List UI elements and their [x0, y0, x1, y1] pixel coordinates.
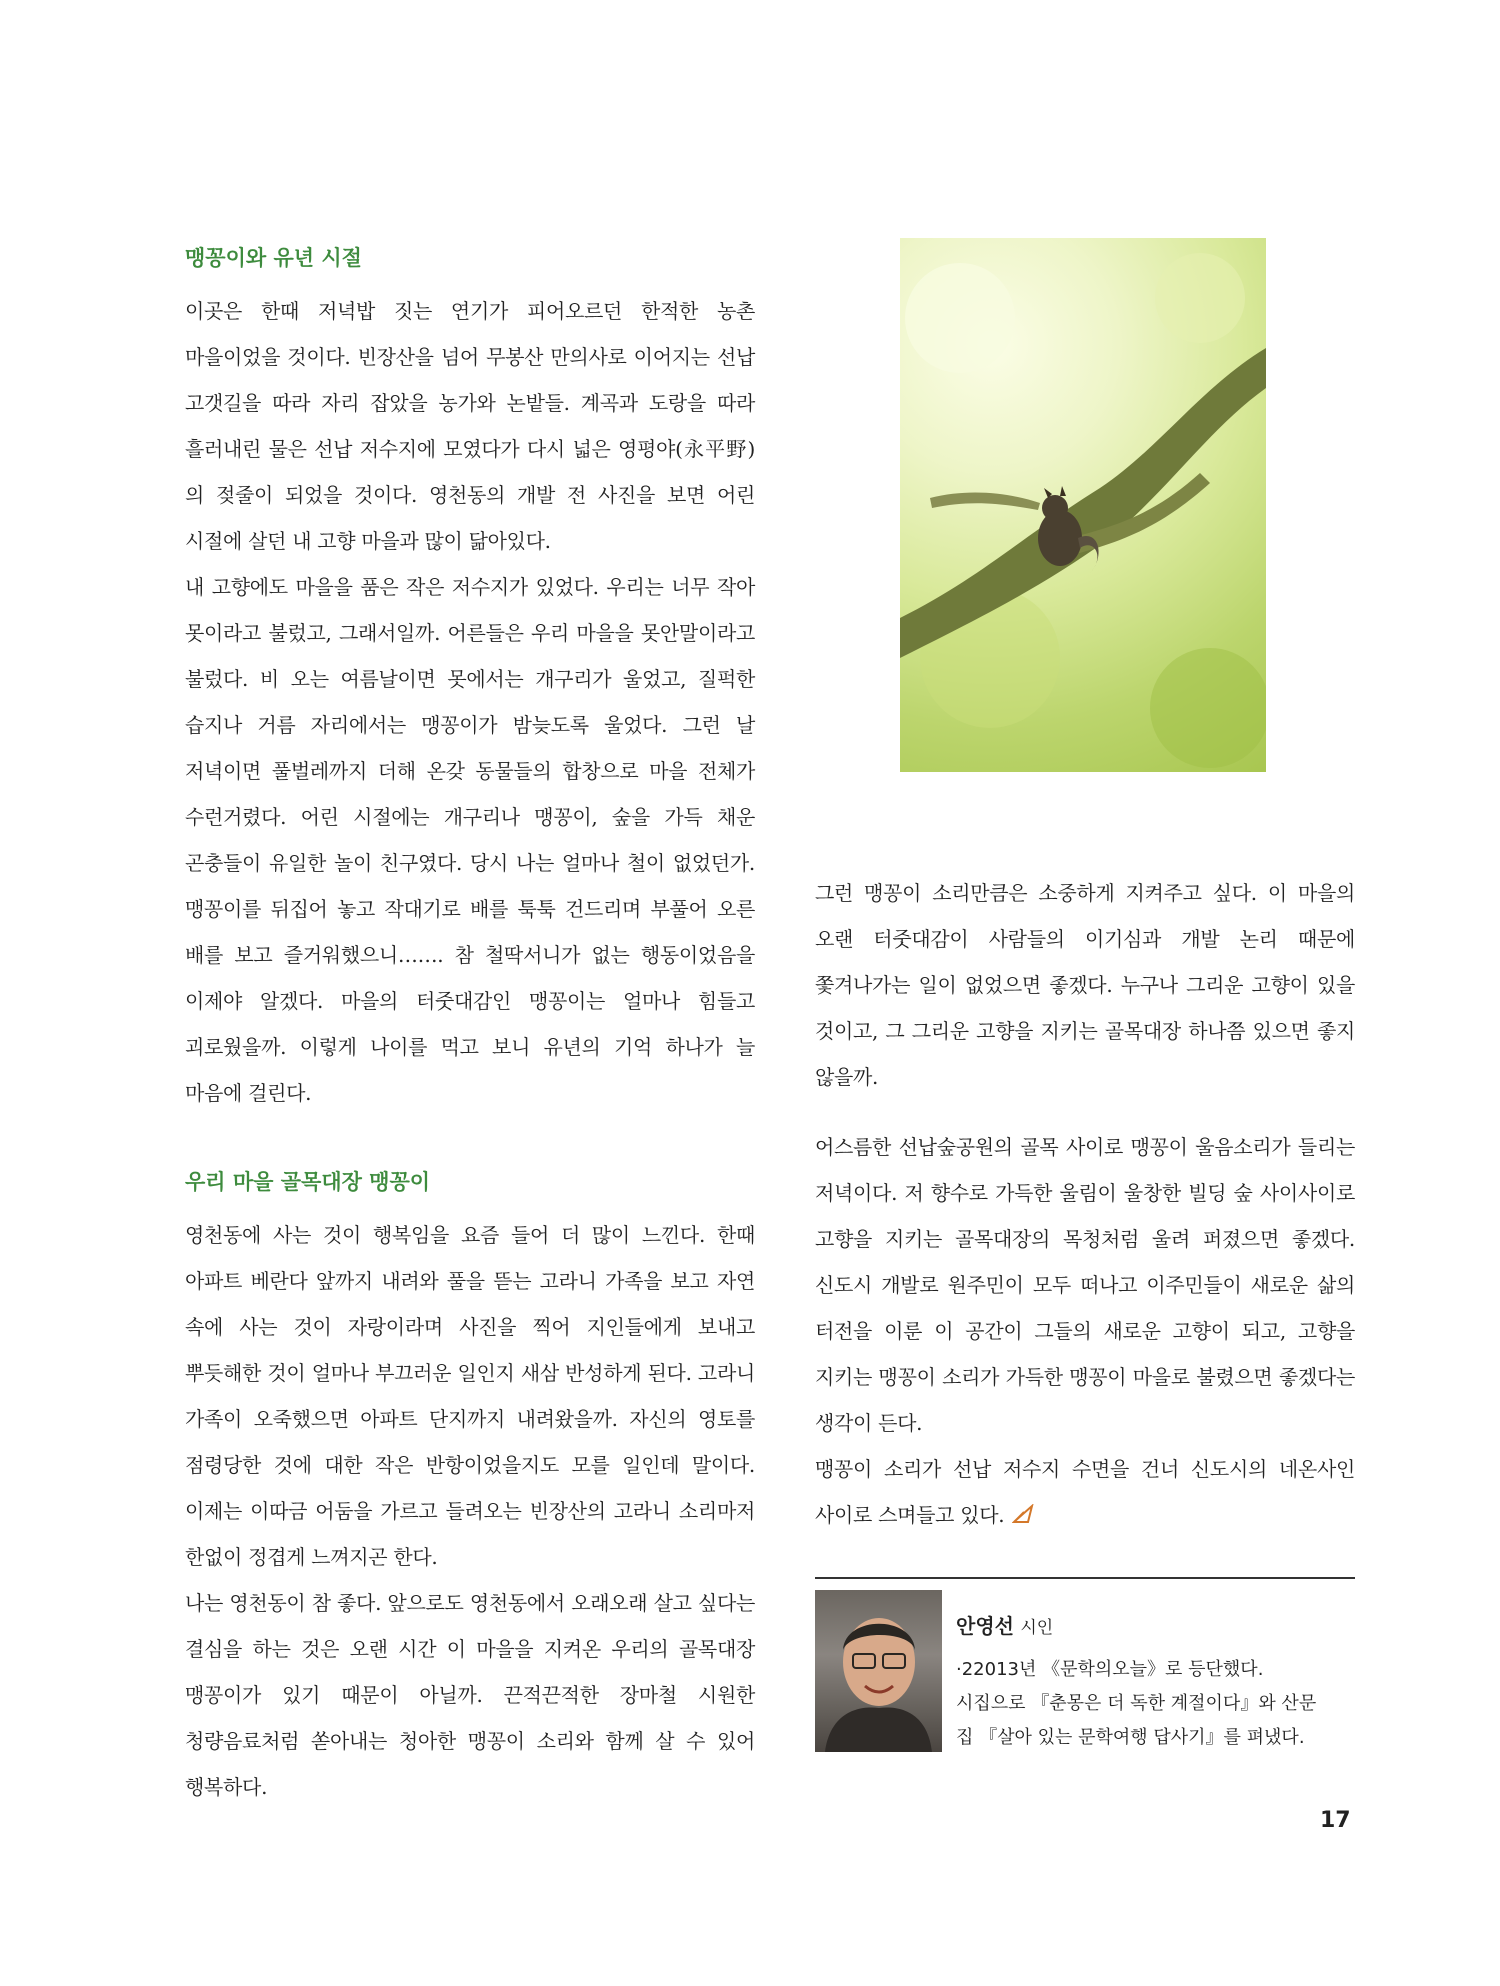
author-divider — [815, 1577, 1355, 1579]
author-role: 시인 — [1020, 1618, 1054, 1638]
leaf-end-mark-icon — [1012, 1494, 1034, 1540]
right-column-lower — [815, 1124, 1355, 1540]
closing-sentence: 맹꽁이 소리가 선납 저수지 수면을 건너 신도시의 네온사인 사이로 스며들고 있다. — [815, 1457, 1355, 1527]
left-column — [185, 238, 755, 1810]
section-heading-alley-chief: 우리 마을 골목대장 맹꽁이 — [185, 1170, 431, 1194]
page-number: 17 — [1320, 1808, 1351, 1833]
author-bio — [956, 1610, 1356, 1755]
author-name-line — [956, 1610, 1356, 1639]
paragraph: 이곳은 한때 저녁밥 짓는 연기가 피어오르던 한적한 농촌 마을이었을 것이다. 빈장산을 넘어 무봉산 만의사로 이어지는 선납 고갯길을 따라 자리 잡았을 농가와 논밭들. 계곡과 도랑을 따라 흘러내린 물은 선납 저수지에 모였다가 다시 넓은 영평야(永平野)의 젖줄이 되었을 것이다. 영천동의 개발 전 사진을 보면 어린 시절에 살던 내 고향 마을과 많이 닮아있다. — [185, 299, 755, 553]
author-name: 안영선 — [956, 1614, 1014, 1638]
squirrel-on-branch-illustration — [900, 238, 1266, 772]
paragraph: 영천동에 사는 것이 행복임을 요즘 들어 더 많이 느낀다. 한때 아파트 베란다 앞까지 내려와 풀을 뜯는 고라니 가족을 보고 자연 속에 사는 것이 자랑이라며 사진을 찍어 지인들에게 보내고 뿌듯해한 것이 얼마나 부끄러운 일인지 새삼 반성하게 된다. 고라니 가족이 오죽했으면 아파트 단지까지 내려왔을까. 자신의 영토를 점령당한 것에 대한 작은 반항이었을지도 모를 일인데 말이다. 이제는 이따금 어둠을 가르고 들려오는 빈장산의 고라니 소리마저 한없이 정겹게 느껴지곤 한다. — [185, 1223, 755, 1569]
section-heading-childhood: 맹꽁이와 유년 시절 — [185, 246, 362, 270]
bio-line: ·22013년 《문학의오늘》로 등단했다. — [956, 1659, 1264, 1680]
bio-line: 집 『살아 있는 문학여행 답사기』를 펴냈다. — [956, 1727, 1305, 1748]
author-portrait-icon — [815, 1590, 942, 1752]
author-photo — [815, 1590, 942, 1752]
paragraph — [815, 1446, 1355, 1540]
paragraph: 어스름한 선납숲공원의 골목 사이로 맹꽁이 울음소리가 들리는 저녁이다. 저 향수로 가득한 울림이 울창한 빌딩 숲 사이사이로 고향을 지키는 골목대장의 목청처럼 울려 퍼졌으면 좋겠다. 신도시 개발로 원주민이 모두 떠나고 이주민들이 새로운 삶의 터전을 이룬 이 공간이 그들의 새로운 고향이 되고, 고향을 지키는 맹꽁이 소리가 가득한 맹꽁이 마을로 불렸으면 좋겠다는 생각이 든다. — [815, 1135, 1355, 1435]
paragraph: 내 고향에도 마을을 품은 작은 저수지가 있었다. 우리는 너무 작아 못이라고 불렀고, 그래서일까. 어른들은 우리 마을을 못안말이라고 불렀다. 비 오는 여름날이면 못에서는 개구리가 울었고, 질퍽한 습지나 거름 자리에서는 맹꽁이가 밤늦도록 울었다. 그런 날 저녁이면 풀벌레까지 더해 온갖 동물들의 합창으로 마을 전체가 수런거렸다. 어린 시절에는 개구리나 맹꽁이, 숲을 가득 채운 곤충들이 유일한 놀이 친구였다. 당시 나는 얼마나 철이 없었던가. 맹꽁이를 뒤집어 놓고 작대기로 배를 툭툭 건드리며 부풀어 오른 배를 보고 즐거워했으니……. 참 철딱서니가 없는 행동이었음을 이제야 알겠다. 마을의 터줏대감인 맹꽁이는 얼마나 힘들고 괴로웠을까. 이렇게 나이를 먹고 보니 유년의 기억 하나가 늘 마음에 걸린다. — [185, 575, 755, 1105]
squirrel-photo — [900, 238, 1266, 772]
bio-line: 시집으로 『춘몽은 더 독한 계절이다』와 산문 — [956, 1693, 1317, 1714]
right-column-upper — [815, 870, 1355, 1100]
paragraph: 나는 영천동이 참 좋다. 앞으로도 영천동에서 오래오래 살고 싶다는 결심을 하는 것은 오랜 시간 이 마을을 지켜온 우리의 골목대장 맹꽁이가 있기 때문이 아닐까. 끈적끈적한 장마철 시원한 청량음료처럼 쏟아내는 청아한 맹꽁이 소리와 함께 살 수 있어 행복하다. — [185, 1591, 755, 1799]
spacer — [185, 1116, 755, 1162]
paragraph: 그런 맹꽁이 소리만큼은 소중하게 지켜주고 싶다. 이 마을의 오랜 터줏대감이 사람들의 이기심과 개발 논리 때문에 쫓겨나가는 일이 없었으면 좋겠다. 누구나 그리운 고향이 있을 것이고, 그 그리운 고향을 지키는 골목대장 하나쯤 있으면 좋지 않을까. — [815, 881, 1355, 1089]
